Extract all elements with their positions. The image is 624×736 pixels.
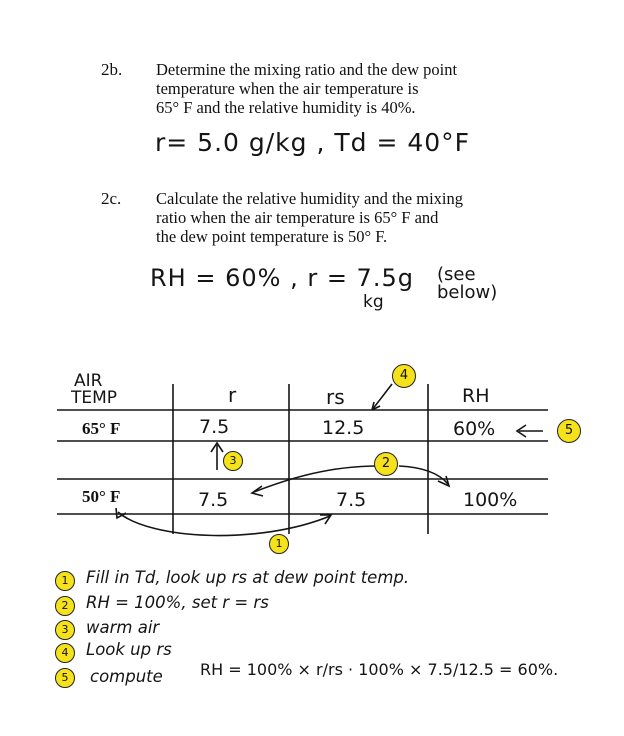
note-2-marker: 2	[55, 596, 75, 616]
marker-2: 2	[374, 452, 398, 476]
table-header-temp: TEMP	[71, 388, 118, 408]
question-2c-line2: ratio when the air temperature is 65° F and	[156, 208, 439, 227]
answer-2c-unit: kg	[363, 292, 384, 312]
marker-3: 3	[223, 451, 243, 471]
marker-5: 5	[557, 419, 581, 443]
note-2: RH = 100%, set r = rs	[86, 593, 269, 612]
row2-rs: 7.5	[336, 489, 367, 511]
note-5-formula: RH = 100% × r/rs · 100% × 7.5/12.5 = 60%.	[200, 660, 559, 679]
note-4-marker: 4	[55, 643, 75, 663]
question-2b-line2: temperature when the air temperature is	[156, 79, 419, 98]
note-1-marker: 1	[55, 571, 75, 591]
row1-r: 7.5	[199, 416, 230, 438]
table-header-rs: rs	[326, 385, 345, 409]
answer-2c: RH = 60% , r = 7.5g	[150, 264, 414, 292]
table-header-rh: RH	[462, 385, 490, 407]
question-2c-number: 2c.	[101, 189, 122, 208]
row1-rs: 12.5	[322, 417, 365, 439]
question-2c-line3: the dew point temperature is 50° F.	[156, 227, 388, 246]
note-5-label: compute	[90, 667, 163, 686]
note-3: warm air	[86, 618, 160, 637]
note-4: Look up rs	[86, 640, 172, 659]
row2-rh: 100%	[463, 489, 518, 511]
note-1: Fill in Td, look up rs at dew point temp.	[86, 568, 410, 587]
question-2b-number: 2b.	[101, 60, 123, 79]
note-3-marker: 3	[55, 620, 75, 640]
question-2c-line1: Calculate the relative humidity and the mixing	[156, 189, 463, 208]
answer-2b: r= 5.0 g/kg , Td = 40°F	[155, 128, 471, 157]
row1-rh: 60%	[453, 418, 496, 440]
arrow-1	[118, 512, 330, 536]
arrow-4	[372, 384, 392, 410]
arrow-2-right	[399, 466, 448, 484]
table-header-air: AIR	[74, 371, 103, 391]
note-5-marker: 5	[55, 668, 75, 688]
question-2b-line1: Determine the mixing ratio and the dew point	[156, 60, 458, 79]
marker-4: 4	[392, 364, 416, 388]
row1-temp: 65° F	[82, 419, 121, 438]
table-header-r: r	[228, 383, 237, 407]
row2-r: 7.5	[198, 489, 229, 511]
marker-1: 1	[269, 534, 289, 554]
row2-temp: 50° F	[82, 487, 121, 506]
question-2b-line3: 65° F and the relative humidity is 40%.	[156, 98, 416, 117]
see-below-note: (see below)	[437, 264, 498, 303]
